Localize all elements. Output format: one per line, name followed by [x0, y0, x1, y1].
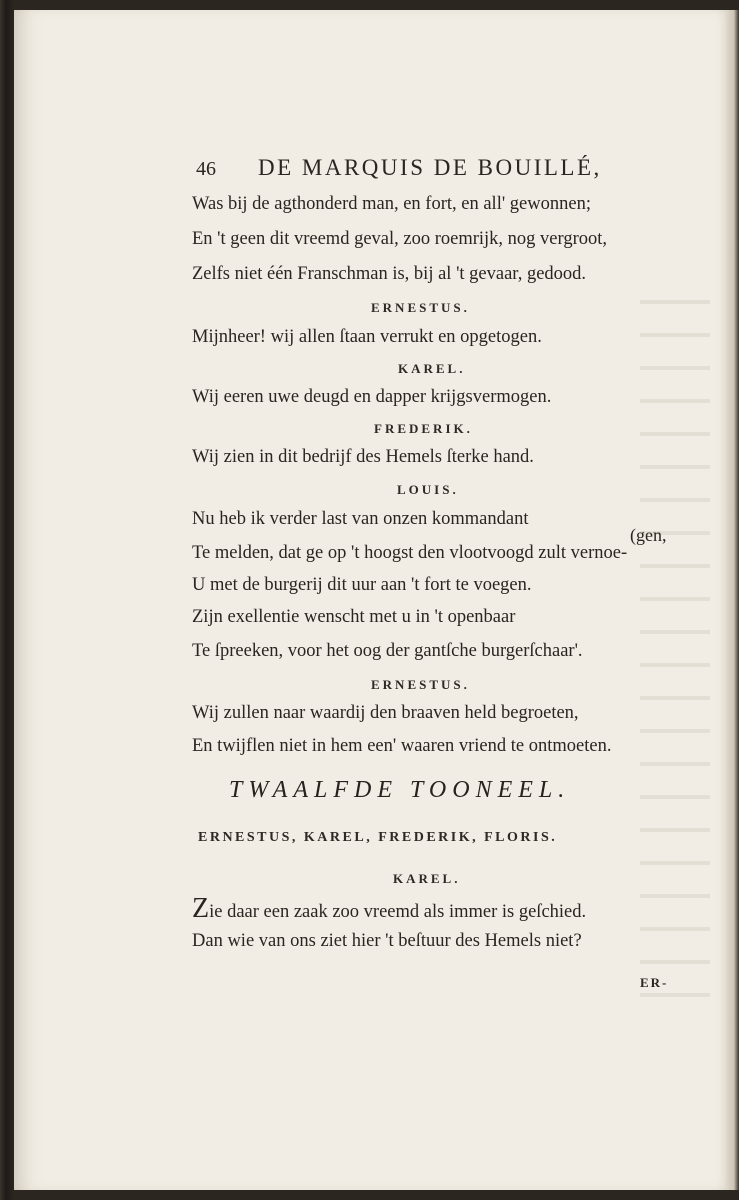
running-title: DE MARQUIS DE BOUILLÉ, [258, 155, 602, 180]
verse-line: En 't geen dit vreemd geval, zoo roemrijk, nog vergroot, [192, 229, 608, 249]
speaker-name: ERNESTUS. [371, 300, 470, 315]
page-number: 46 [196, 158, 216, 180]
verse-line: Mijnheer! wij allen ſtaan verrukt en opgetogen. [192, 327, 542, 347]
speaker-name: KAREL. [393, 871, 461, 886]
speaker-name: FREDERIK. [374, 421, 473, 436]
verse-line: Wij zullen naar waardij den braaven held begroeten, [192, 703, 579, 723]
verse-line: Wij zien in dit bedrijf des Hemels ſterke hand. [192, 447, 534, 467]
verse-line: Te melden, dat ge op 't hoogst den vlootvoogd zult vernoe- [192, 543, 628, 563]
catchword: ER- [640, 975, 669, 990]
speaker-name: ERNESTUS. [371, 677, 470, 692]
verse-line: Te ſpreeken, voor het oog der gantſche burgerſchaar'. [192, 641, 583, 661]
scene-title: TWAALFDE TOONEEL. [229, 777, 571, 803]
speaker-name: LOUIS. [397, 482, 459, 497]
verse-line-dropcap [192, 893, 587, 924]
verse-line: Dan wie van ons ziet hier 't beſtuur des Hemels niet? [192, 931, 582, 951]
page-edge [726, 10, 739, 1190]
verse-line: Was bij de agthonderd man, en fort, en all' gewonnen; [192, 194, 591, 214]
verse-line: Nu heb ik verder last van onzen kommandant [192, 509, 529, 529]
turnover-word: (gen, [630, 525, 667, 545]
verse-line: En twijflen niet in hem een' waaren vriend te ontmoeten. [192, 736, 612, 756]
verse-line: Zelfs niet één Franschman is, bij al 't gevaar, gedood. [192, 264, 587, 284]
book-page [14, 10, 726, 1190]
verse-text: ie daar een zaak zoo vreemd als immer is geſchied. [209, 902, 587, 922]
drop-capital: Z [192, 893, 210, 924]
verse-line: U met de burgerij dit uur aan 't fort te voegen. [192, 575, 532, 595]
speaker-name: KAREL. [398, 361, 466, 376]
verse-line: Wij eeren uwe deugd en dapper krijgsvermogen. [192, 387, 552, 407]
verse-line: Zijn exellentie wenscht met u in 't openbaar [192, 607, 516, 627]
cast-list: ERNESTUS, KAREL, FREDERIK, FLORIS. [198, 830, 558, 845]
